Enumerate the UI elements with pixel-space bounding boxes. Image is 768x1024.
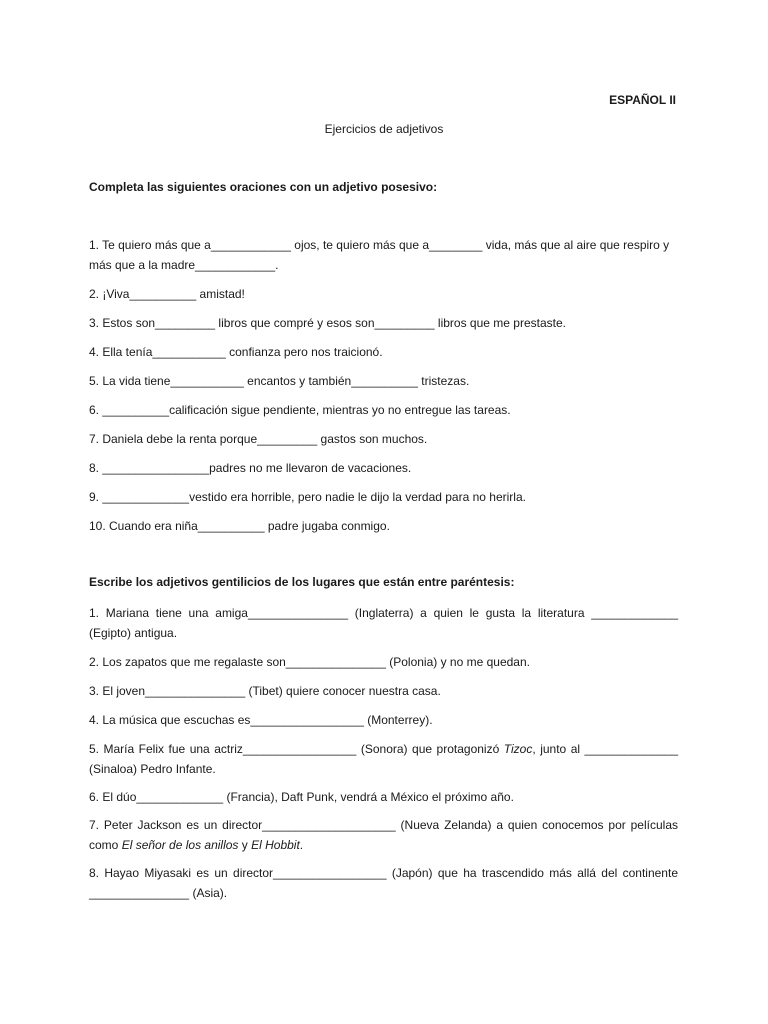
gentilicio-item: 8. Hayao Miyasaki es un director_________________ (Japón) que ha trascendido más allá del continente _______________ (Asia).: [89, 866, 678, 900]
film-title: Tizoc: [503, 742, 533, 756]
exercise-item: 8. ________________padres no me llevaron de vacaciones.: [89, 461, 412, 475]
film-title: El Hobbit: [251, 838, 300, 852]
item-text: , junto al ______________ (Sinaloa) Pedro Infante.: [89, 742, 678, 776]
exercise-item: 1. Te quiero más que a____________ ojos, te quiero más que a________ vida, más que al aire que respiro y más que a la madre____________.: [89, 238, 670, 272]
exercise-item: 7. Daniela debe la renta porque_________ gastos son muchos.: [89, 432, 428, 446]
gentilicio-item: [89, 739, 678, 779]
section1-instruction: Completa las siguientes oraciones con un adjetivo posesivo:: [89, 180, 438, 194]
gentilicio-item: 1. Mariana tiene una amiga_______________ (Inglaterra) a quien le gusta la literatura _____________ (Egipto) antigua.: [89, 606, 678, 640]
item-text: y: [238, 838, 252, 852]
exercise-item: 4. Ella tenía___________ confianza pero nos traicionó.: [89, 345, 383, 359]
film-title: El señor de los anillos: [121, 838, 239, 852]
section2-instruction: Escribe los adjetivos gentilicios de los lugares que están entre paréntesis:: [89, 575, 515, 589]
gentilicio-item: 3. El joven_______________ (Tibet) quiere conocer nuestra casa.: [89, 684, 441, 698]
item-text: .: [299, 838, 304, 852]
gentilicio-item: 4. La música que escuchas es_________________ (Monterrey).: [89, 713, 433, 727]
page-title: Ejercicios de adjetivos: [324, 122, 444, 136]
exercise-item: 9. _____________vestido era horrible, pero nadie le dijo la verdad para no herirla.: [89, 490, 526, 504]
gentilicio-item: [89, 815, 678, 855]
item-text: 5. María Felix fue una actriz_________________ (Sonora) que protagonizó: [89, 742, 504, 756]
gentilicio-item: 2. Los zapatos que me regalaste son_______________ (Polonia) y no me quedan.: [89, 655, 530, 669]
item-text: 7. Peter Jackson es un director____________________ (Nueva Zelanda) a quien conocemos por películas como: [89, 818, 678, 852]
exercise-item: 2. ¡Viva__________ amistad!: [89, 287, 245, 301]
course-label: ESPAÑOL II: [609, 93, 676, 107]
gentilicio-item: 6. El dúo_____________ (Francia), Daft Punk, vendrá a México el próximo año.: [89, 790, 514, 804]
exercise-item: 5. La vida tiene___________ encantos y también__________ tristezas.: [89, 374, 470, 388]
exercise-item: 6. __________calificación sigue pendiente, mientras yo no entregue las tareas.: [89, 403, 511, 417]
exercise-item: 10. Cuando era niña__________ padre jugaba conmigo.: [89, 519, 390, 533]
exercise-item: 3. Estos son_________ libros que compré y esos son_________ libros que me prestaste.: [89, 316, 566, 330]
